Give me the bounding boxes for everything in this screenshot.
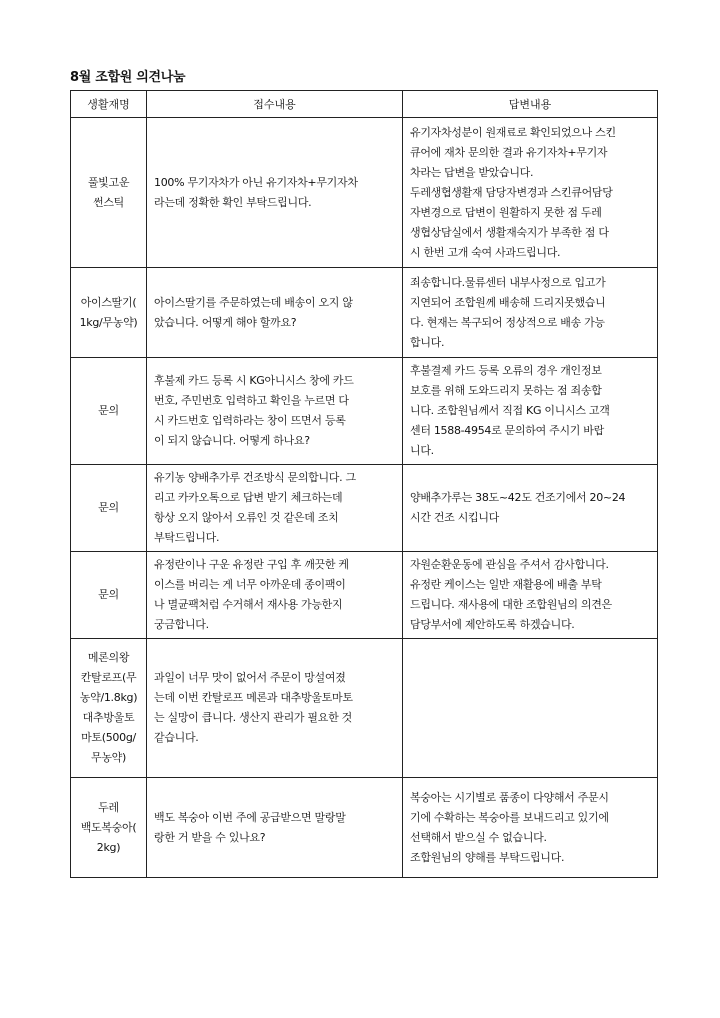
table-row (71, 552, 658, 639)
opinion-table (70, 90, 658, 878)
inquiry-cell (147, 552, 403, 639)
header-inquiry: 접수내용 (147, 91, 403, 118)
answer-cell (403, 465, 658, 552)
item-name-cell (71, 268, 147, 358)
inquiry-text: 백도 복숭아 이번 주에 공급받으면 말랑말 랑한 거 받을 수 있나요? (154, 810, 346, 844)
answer-cell (403, 778, 658, 878)
header-answer: 답변내용 (403, 91, 658, 118)
answer-cell (403, 639, 658, 778)
item-name-cell (71, 358, 147, 465)
inquiry-text: 아이스딸기를 주문하였는데 배송이 오지 않 았습니다. 어떻게 해야 할까요? (154, 295, 353, 329)
item-name: 두레 백도복숭아( 2kg) (80, 800, 137, 854)
inquiry-cell (147, 778, 403, 878)
answer-cell (403, 268, 658, 358)
answer-text: 죄송합니다.물류센터 내부사정으로 입고가 지연되어 조합원께 배송해 드리지못했습니 다. 현재는 복구되어 정상적으로 배송 가능 합니다. (410, 275, 606, 349)
table-row (71, 358, 658, 465)
inquiry-text: 과일이 너무 맛이 없어서 주문이 망설여졌 는데 이번 칸탈로프 메론과 대추방울토마토 는 실망이 큽니다. 생산지 관리가 필요한 것 같습니다. (154, 671, 353, 744)
header-item-name: 생활재명 (71, 91, 147, 118)
answer-text: 양배추가루는 38도~42도 건조기에서 20~24 시간 건조 시킵니다 (410, 491, 626, 524)
table-row (71, 268, 658, 358)
inquiry-cell (147, 268, 403, 358)
answer-text: 복숭아는 시기별로 품종이 다양해서 주문시 기에 수확하는 복숭아를 보내드리고 있기에 선택해서 받으실 수 없습니다. 조합원님의 양해를 부탁드립니다. (410, 790, 609, 864)
inquiry-cell (147, 639, 403, 778)
answer-text: 유기자차성분이 원재료로 확인되었으나 스킨 큐어에 재차 문의한 결과 유기자차+무기자 차라는 답변을 받았습니다. 두레생협생활재 담당자변경과 스킨큐어담당 자변경으로 답변이 원활하지 못한 점 두레 생협상담실에서 생활재숙지가 부족한 점 다 시 한번 고개 숙여 사과드립니다. (410, 125, 616, 259)
inquiry-text: 100% 무기자차가 아닌 유기자차+무기자차 라는데 정확한 확인 부탁드립니다. (154, 175, 358, 209)
inquiry-cell (147, 118, 403, 268)
item-name-cell (71, 778, 147, 878)
item-name-cell (71, 465, 147, 552)
table-row (71, 465, 658, 552)
item-name: 문의 (98, 588, 119, 601)
item-name-cell (71, 639, 147, 778)
item-name: 풀빛고운 썬스틱 (87, 175, 130, 209)
table-header-row (71, 91, 658, 118)
answer-text: 후불결제 카드 등록 오류의 경우 개인정보 보호를 위해 도와드리지 못하는 점 죄송합 니다. 조합원님께서 직접 KG 이니시스 고객 센터 1588-4954로 문의하여 주시기 바랍 니다. (410, 364, 610, 457)
page-title: 8월 조합원 의견나눔 (70, 70, 186, 85)
item-name: 아이스딸기( 1kg/무농약) (79, 295, 138, 329)
table-row (71, 639, 658, 778)
answer-cell (403, 358, 658, 465)
answer-cell (403, 118, 658, 268)
table-row (71, 118, 658, 268)
inquiry-cell (147, 465, 403, 552)
inquiry-text: 후불제 카드 등록 시 KG아니시스 창에 카드 번호, 주민번호 입력하고 확인을 누르면 다 시 카드번호 입력하라는 창이 뜨면서 등록 이 되지 않습니다. 어떻게 하나요? (154, 374, 354, 447)
answer-text: 자원순환운동에 관심을 주셔서 감사합니다. 유정란 케이스는 일반 재활용에 배출 부탁 드립니다. 재사용에 대한 조합원님의 의견은 담당부서에 제안하도록 하겠습니다. (410, 558, 612, 631)
item-name-cell (71, 118, 147, 268)
item-name: 메론의왕 칸탈로프(무 농약/1.8kg) 대추방울토 마토(500g/ 무농약) (79, 651, 138, 764)
answer-cell (403, 552, 658, 639)
table-row (71, 778, 658, 878)
item-name: 문의 (98, 501, 119, 514)
inquiry-cell (147, 358, 403, 465)
inquiry-text: 유기농 양배추가루 건조방식 문의합니다. 그 리고 카카오톡으로 답변 받기 체크하는데 항상 오지 않아서 오류인 것 같은데 조치 부탁드립니다. (154, 471, 356, 544)
item-name-cell (71, 552, 147, 639)
inquiry-text: 유정란이나 구운 유정란 구입 후 깨끗한 케 이스를 버리는 게 너무 아까운데 종이팩이 나 멸균팩처럼 수거해서 재사용 가능한지 궁금합니다. (154, 558, 349, 631)
item-name: 문의 (98, 404, 119, 417)
